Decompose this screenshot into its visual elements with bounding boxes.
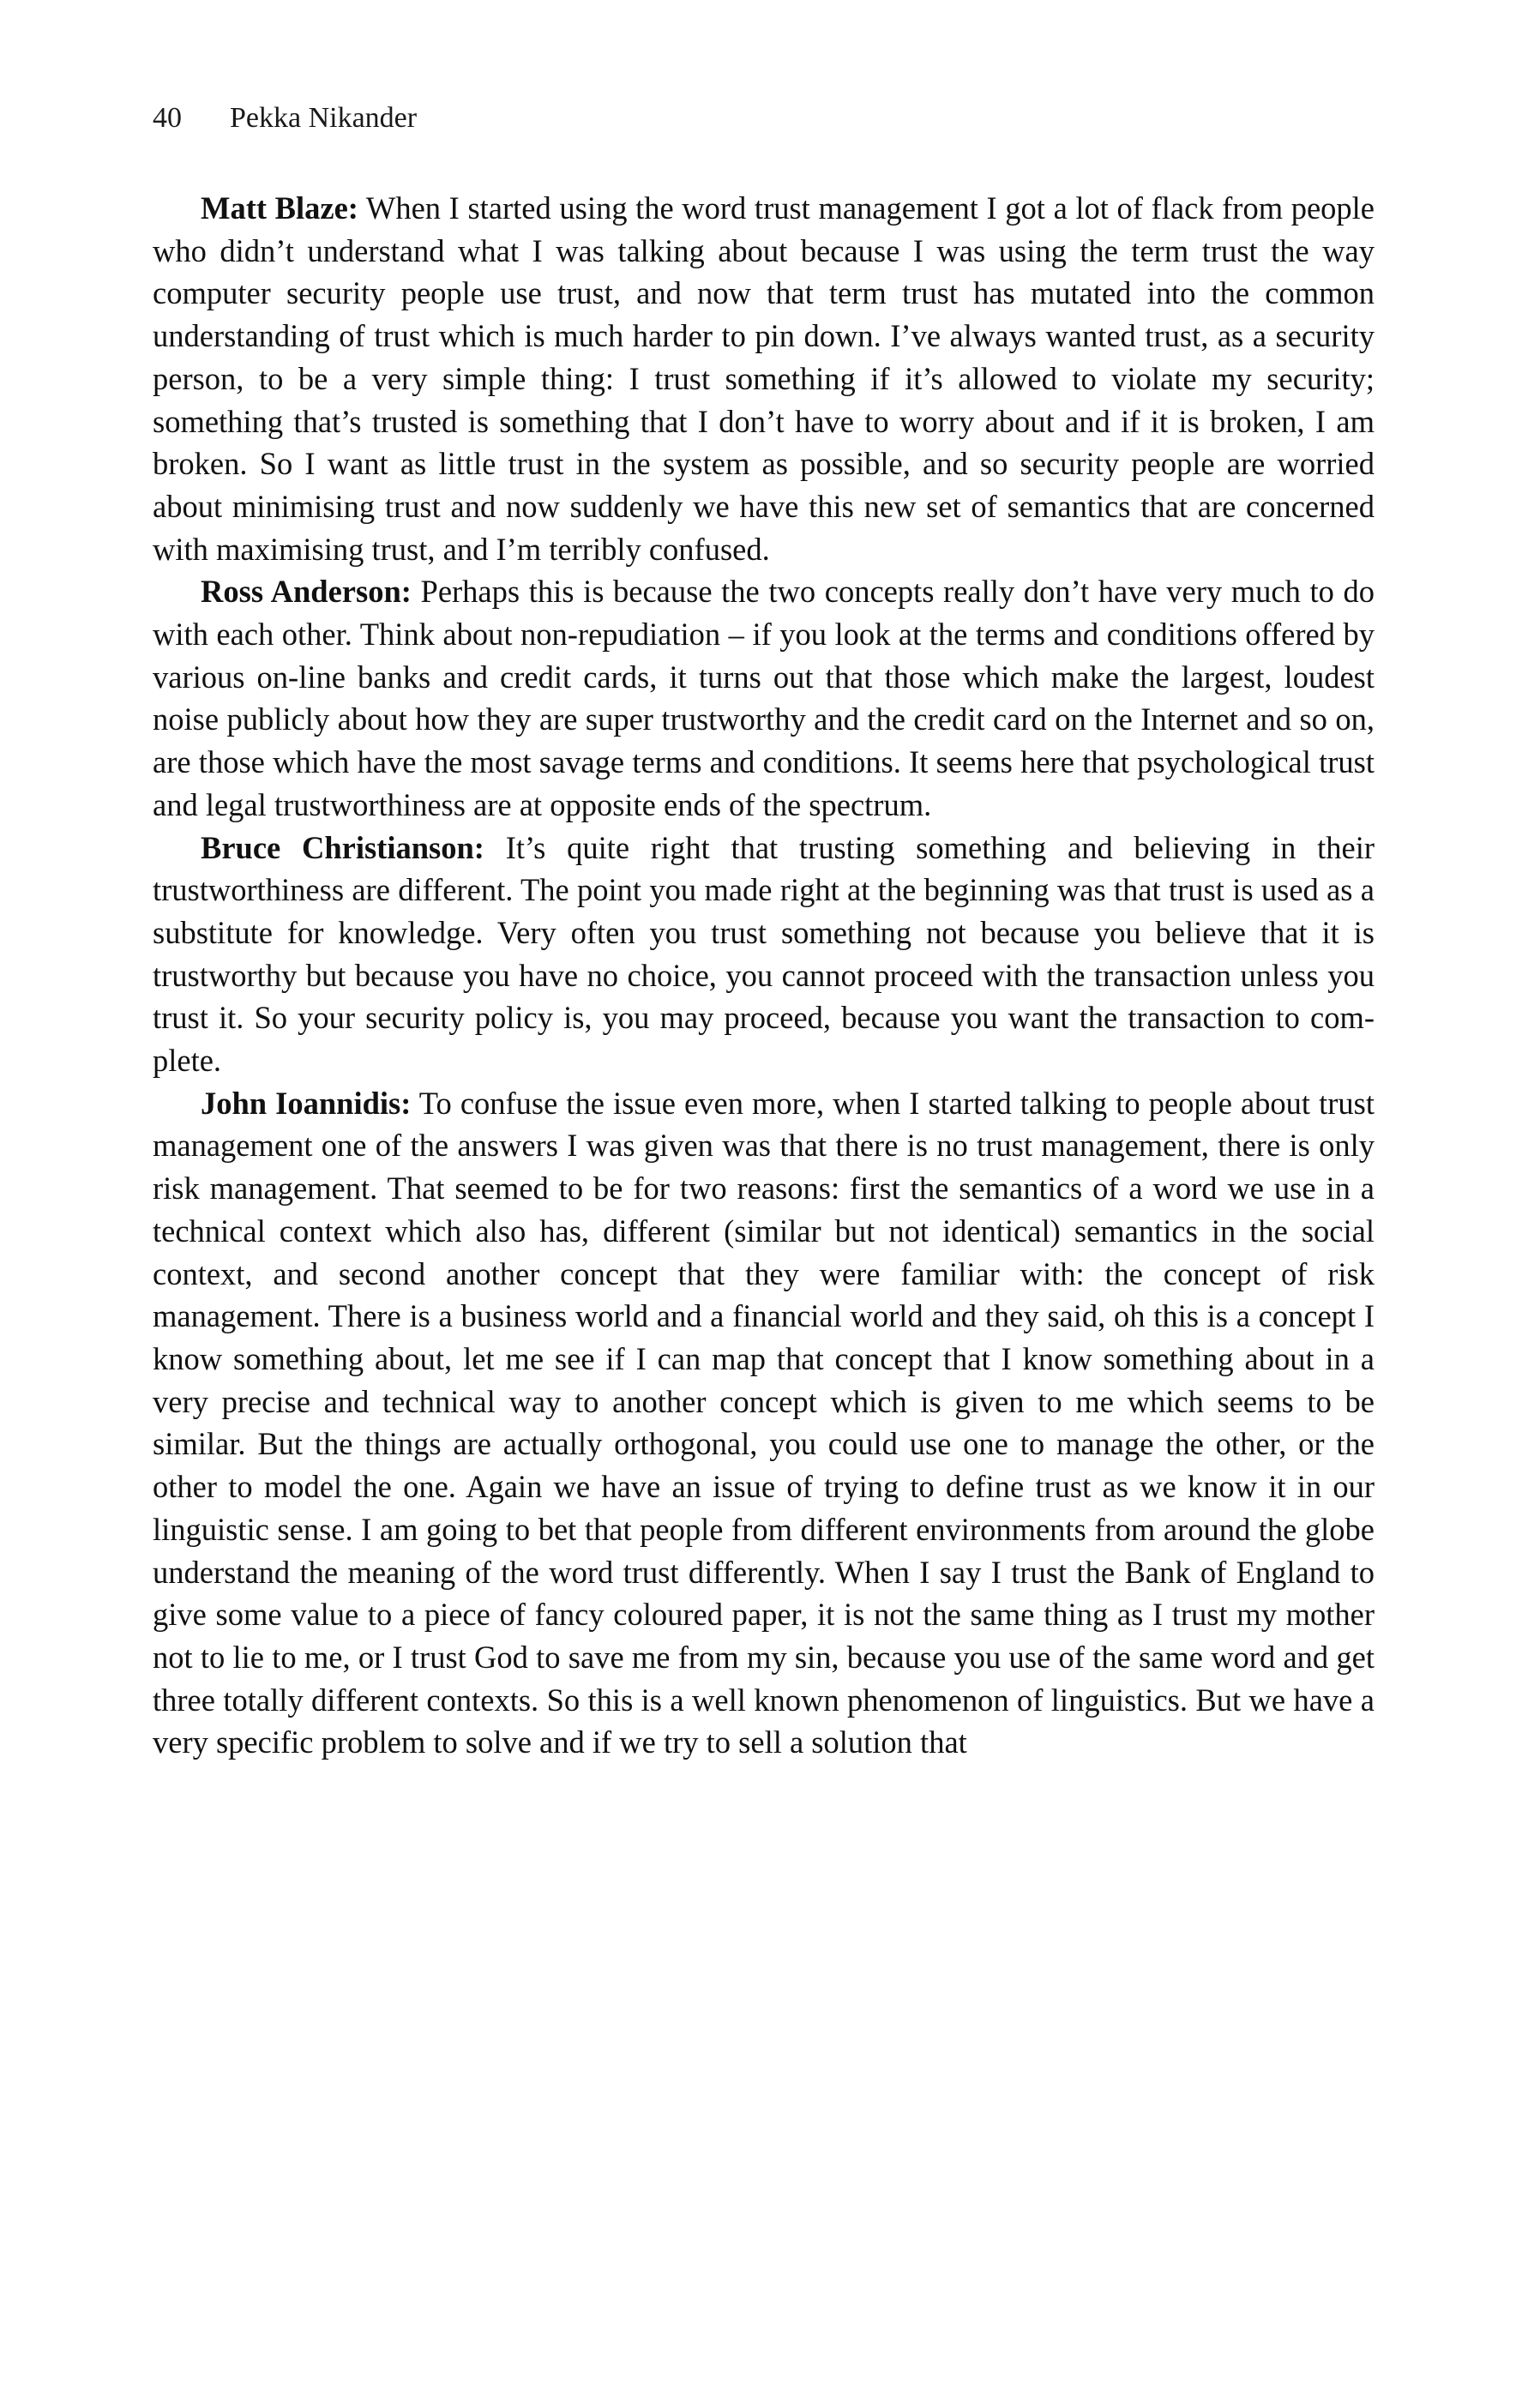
body-text: [153, 187, 1375, 1764]
page-number: 40: [153, 102, 182, 134]
speaker-name: Ross Anderson:: [201, 574, 412, 610]
paragraph-text: To confuse the issue even more, when I started talking to people about trust management one of the answers I was given was that there is no trust management, there is only risk management. That seemed to be for two reasons: first the semantics of a word we use in a technical context which also has, different (similar but not identical) semantics in the social context, and second another concept that they were familiar with: the concept of risk management. There is a business world and a financial world and they said, oh this is a concept I know something about, let me see if I can map that concept that I know something about in a very precise and technical way to another concept which is given to me which seems to be similar. But the things are actually orthogonal, you could use one to manage the other, or the other to model the one. Again we have an issue of trying to define trust as we know it in our linguistic sense. I am going to bet that people from different environments from around the globe understand the meaning of the word trust differently. When I say I trust the Bank of England to give some value to a piece of fancy coloured paper, it is not the same thing as I trust my mother not to lie to me, or I trust God to save me from my sin, because you use of the same word and get three totally different contexts. So this is a well known phenomenon of linguistics. But we have a very specific problem to solve and if we try to sell a solution that: [153, 1085, 1375, 1760]
paragraph-matt-blaze: [153, 187, 1375, 570]
speaker-name: Bruce Christianson:: [201, 829, 484, 865]
running-head: [153, 101, 417, 135]
paragraph-john-ioannidis: [153, 1082, 1375, 1764]
speaker-name: Matt Blaze:: [201, 190, 358, 226]
speaker-name: John Ioannidis:: [201, 1085, 412, 1121]
paragraph-text: When I started using the word trust management I got a lot of flack from people who didn’t understand what I was talking about because I was using the term trust the way computer security people use trust, and now that term trust has mutated into the common understanding of trust which is much harder to pin down. I’ve always wanted trust, as a security person, to be a very simple thing: I trust something if it’s allowed to violate my security; something that’s trusted is something that I don’t have to worry about and if it is broken, I am broken. So I want as little trust in the system as possible, and so security people are worried about minimising trust and now suddenly we have this new set of semantics that are concerned with maximising trust, and I’m terribly confused.: [153, 190, 1375, 567]
paragraph-text: It’s quite right that trusting something and believing in their trustworthiness are different. The point you made right at the beginning was that trust is used as a substitute for knowledge. Very often you trust something not because you believe that it is trustworthy but because you have no choice, you cannot proceed with the transaction unless you trust it. So your security policy is, you may proceed, because you want the transaction to complete.: [153, 829, 1375, 1079]
paragraph-ross-anderson: [153, 570, 1375, 826]
running-head-author: Pekka Nikander: [230, 102, 418, 134]
paragraph-bruce-christianson: [153, 827, 1375, 1082]
paragraph-text: Perhaps this is because the two concepts really don’t have very much to do with each other. Think about non-repudiation – if you look at the terms and conditions offered by various on-line banks and credit cards, it turns out that those which make the largest, loudest noise publicly about how they are super trustworthy and the credit card on the Internet and so on, are those which have the most savage terms and conditions. It seems here that psychological trust and legal trustworthiness are at opposite ends of the spectrum.: [153, 574, 1375, 822]
